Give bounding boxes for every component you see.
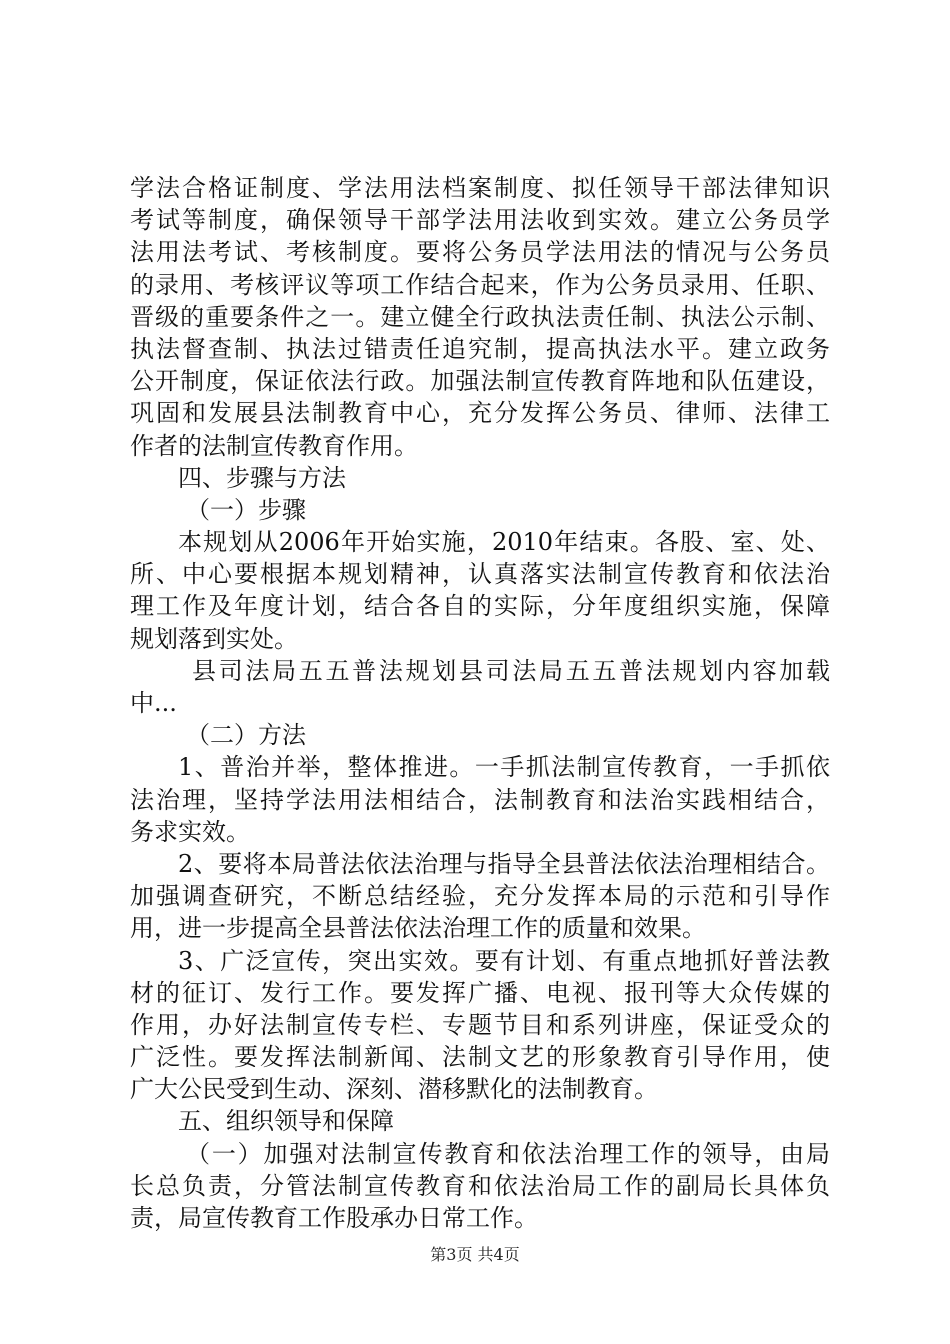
text-line: 作者的法制宣传教育作用。 [130, 431, 418, 460]
text-line: 2、要将本局普法依法治理与指导全县普法依法治理相结合。 [178, 849, 830, 878]
text-line: 材的征订、发行工作。要发挥广播、电视、报刊等大众传媒的 [130, 978, 830, 1007]
text-line: 四、步骤与方法 [178, 463, 346, 492]
text-line: 3、广泛宣传，突出实效。要有计划、有重点地抓好普法教 [178, 946, 830, 975]
text-line: 的录用、考核评议等项工作结合起来，作为公务员录用、任职、 [130, 270, 830, 299]
text-line: 县司法局五五普法规划县司法局五五普法规划内容加载 [192, 656, 830, 685]
text-line: 学法合格证制度、学法用法档案制度、拟任领导干部法律知识 [130, 174, 830, 202]
text-line: （一）加强对法制宣传教育和依法治理工作的领导，由局 [186, 1139, 830, 1168]
text-line: 所、中心要根据本规划精神，认真落实法制宣传教育和依法治 [130, 560, 830, 589]
text-line: 务求实效。 [130, 817, 250, 846]
text-line: 广泛性。要发挥法制新闻、法制文艺的形象教育引导作用，使 [130, 1043, 830, 1072]
text-line: 本规划从2006年开始实施，2010年结束。各股、室、处、 [178, 528, 830, 557]
text-line: 五、组织领导和保障 [178, 1107, 394, 1136]
text-line: 作用，办好法制宣传专栏、专题节目和系列讲座，保证受众的 [130, 1010, 830, 1039]
page-footer: 第3页 共4页 [430, 1245, 520, 1264]
text-line: 公开制度，保证依法行政。加强法制宣传教育阵地和队伍建设， [130, 367, 830, 396]
text-line: 责，局宣传教育工作股承办日常工作。 [130, 1204, 538, 1232]
text-line: 考试等制度，确保领导干部学法用法收到实效。建立公务员学 [130, 206, 830, 235]
text-line: 广大公民受到生动、深刻、潜移默化的法制教育。 [130, 1075, 658, 1104]
text-line: 理工作及年度计划，结合各自的实际，分年度组织实施，保障 [130, 592, 830, 621]
text-line: 晋级的重要条件之一。建立健全行政执法责任制、执法公示制、 [130, 302, 830, 331]
document-body [130, 172, 830, 1234]
text-line: 长总负责，分管法制宣传教育和依法治局工作的副局长具体负 [130, 1171, 830, 1200]
text-line: 法用法考试、考核制度。要将公务员学法用法的情况与公务员 [130, 238, 830, 267]
text-line: （二）方法 [186, 721, 306, 750]
text-line: 规划落到实处。 [130, 624, 298, 653]
text-line: 法治理，坚持学法用法相结合，法制教育和法治实践相结合， [130, 785, 830, 814]
text-line: 中... [130, 689, 177, 717]
text-line: 加强调查研究，不断总结经验，充分发挥本局的示范和引导作 [130, 882, 830, 911]
text-line: （一）步骤 [186, 495, 306, 524]
text-line: 用，进一步提高全县普法依法治理工作的质量和效果。 [130, 914, 706, 943]
text-line: 巩固和发展县法制教育中心，充分发挥公务员、律师、法律工 [130, 399, 830, 428]
text-line: 执法督查制、执法过错责任追究制，提高执法水平。建立政务 [130, 334, 830, 363]
text-line: 1、普治并举，整体推进。一手抓法制宣传教育，一手抓依 [178, 753, 830, 782]
